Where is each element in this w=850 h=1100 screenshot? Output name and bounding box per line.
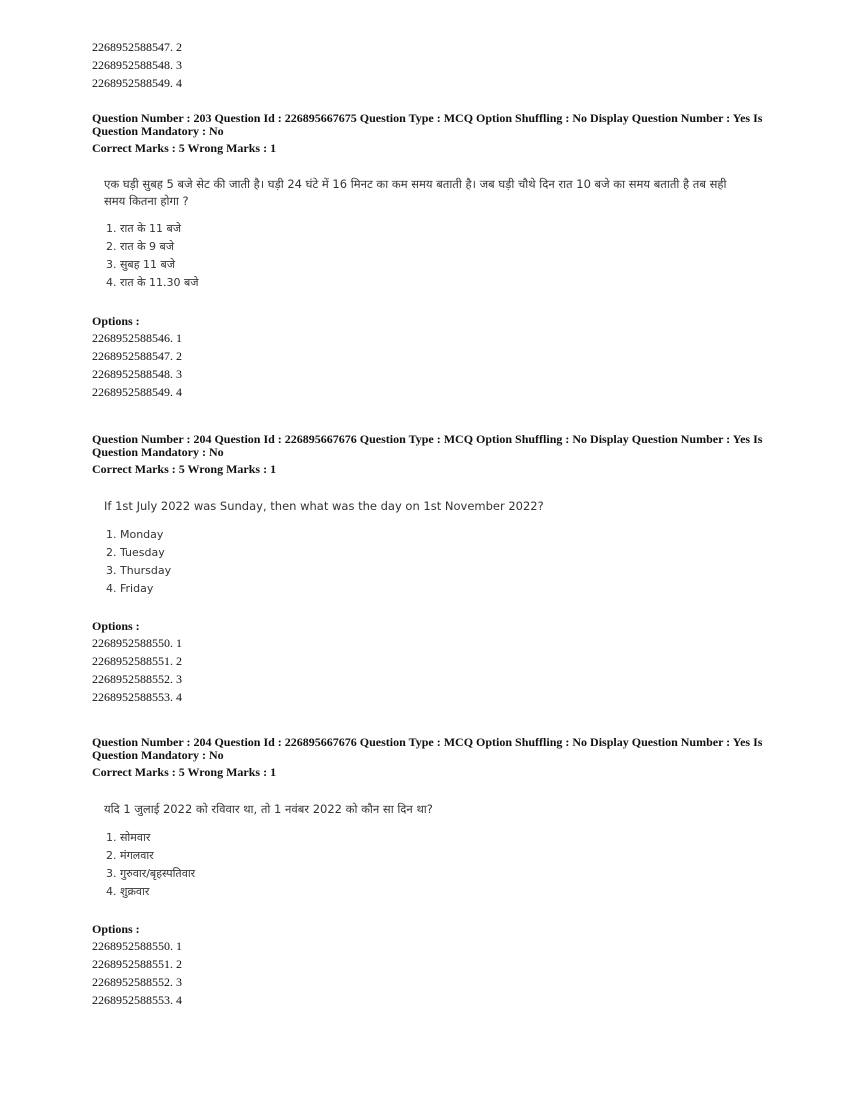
question-text: If 1st July 2022 was Sunday, then what was the day on 1st November 2022? bbox=[104, 499, 544, 513]
option-line: 2268952588552. 3 bbox=[92, 975, 182, 989]
options-label: Options : bbox=[92, 619, 140, 633]
choice-item: 2. Tuesday bbox=[106, 546, 165, 559]
option-line: 2268952588550. 1 bbox=[92, 636, 182, 650]
choice-item: 2. मंगलवार bbox=[106, 849, 154, 862]
question-marks: Correct Marks : 5 Wrong Marks : 1 bbox=[92, 765, 277, 779]
option-line: 2268952588551. 2 bbox=[92, 654, 182, 668]
question-text: यदि 1 जुलाई 2022 को रविवार था, तो 1 नवंबर 2022 को कौन सा दिन था? bbox=[104, 802, 433, 816]
choice-item: 3. सुबह 11 बजे bbox=[106, 258, 175, 271]
question-choices bbox=[106, 526, 792, 598]
option-line: 2268952588552. 3 bbox=[92, 672, 182, 686]
choice-item: 3. गुरुवार/बृहस्पतिवार bbox=[106, 867, 196, 880]
option-line: 2268952588553. 4 bbox=[92, 993, 182, 1007]
question-block-204-hindi bbox=[92, 736, 792, 1009]
option-line: 2268952588553. 4 bbox=[92, 690, 182, 704]
choice-item: 4. शुक्रवार bbox=[106, 885, 150, 898]
choice-item: 3. Thursday bbox=[106, 564, 172, 577]
option-line: 2268952588547. 2 bbox=[92, 349, 182, 363]
question-marks: Correct Marks : 5 Wrong Marks : 1 bbox=[92, 141, 277, 155]
option-line: 2268952588551. 2 bbox=[92, 957, 182, 971]
question-block-204-english bbox=[92, 433, 792, 706]
question-marks: Correct Marks : 5 Wrong Marks : 1 bbox=[92, 462, 277, 476]
option-line: 2268952588548. 3 bbox=[92, 58, 182, 72]
choice-item: 2. रात के 9 बजे bbox=[106, 240, 174, 253]
option-line: 2268952588549. 4 bbox=[92, 385, 182, 399]
question-choices bbox=[106, 220, 792, 292]
option-line: 2268952588550. 1 bbox=[92, 939, 182, 953]
option-line: 2268952588547. 2 bbox=[92, 40, 182, 54]
choice-item: 4. रात के 11.30 बजे bbox=[106, 276, 199, 289]
question-header: Question Number : 203 Question Id : 226895667675 Question Type : MCQ Option Shuffling : No Display Question Number : Yes Is Question Mandatory : No bbox=[92, 111, 763, 138]
choice-item: 4. Friday bbox=[106, 582, 154, 595]
choice-item: 1. रात के 11 बजे bbox=[106, 222, 181, 235]
option-line: 2268952588546. 1 bbox=[92, 331, 182, 345]
question-block-203 bbox=[92, 112, 792, 401]
choice-item: 1. Monday bbox=[106, 528, 164, 541]
option-line: 2268952588549. 4 bbox=[92, 76, 182, 90]
question-text: एक घड़ी सुबह 5 बजे सेट की जाती है। घड़ी 24 घंटे में 16 मिनट का कम समय बताती है। जब घड़ी चौथे दिन रात 10 बजे का समय बताती है तब सही समय कितना होगा ? bbox=[104, 177, 727, 208]
question-choices bbox=[106, 829, 792, 901]
options-label: Options : bbox=[92, 922, 140, 936]
options-label: Options : bbox=[92, 314, 140, 328]
question-header: Question Number : 204 Question Id : 226895667676 Question Type : MCQ Option Shuffling : No Display Question Number : Yes Is Question Mandatory : No bbox=[92, 432, 763, 459]
choice-item: 1. सोमवार bbox=[106, 831, 151, 844]
option-line: 2268952588548. 3 bbox=[92, 367, 182, 381]
question-header: Question Number : 204 Question Id : 226895667676 Question Type : MCQ Option Shuffling : No Display Question Number : Yes Is Question Mandatory : No bbox=[92, 735, 763, 762]
top-options-list bbox=[92, 38, 792, 92]
